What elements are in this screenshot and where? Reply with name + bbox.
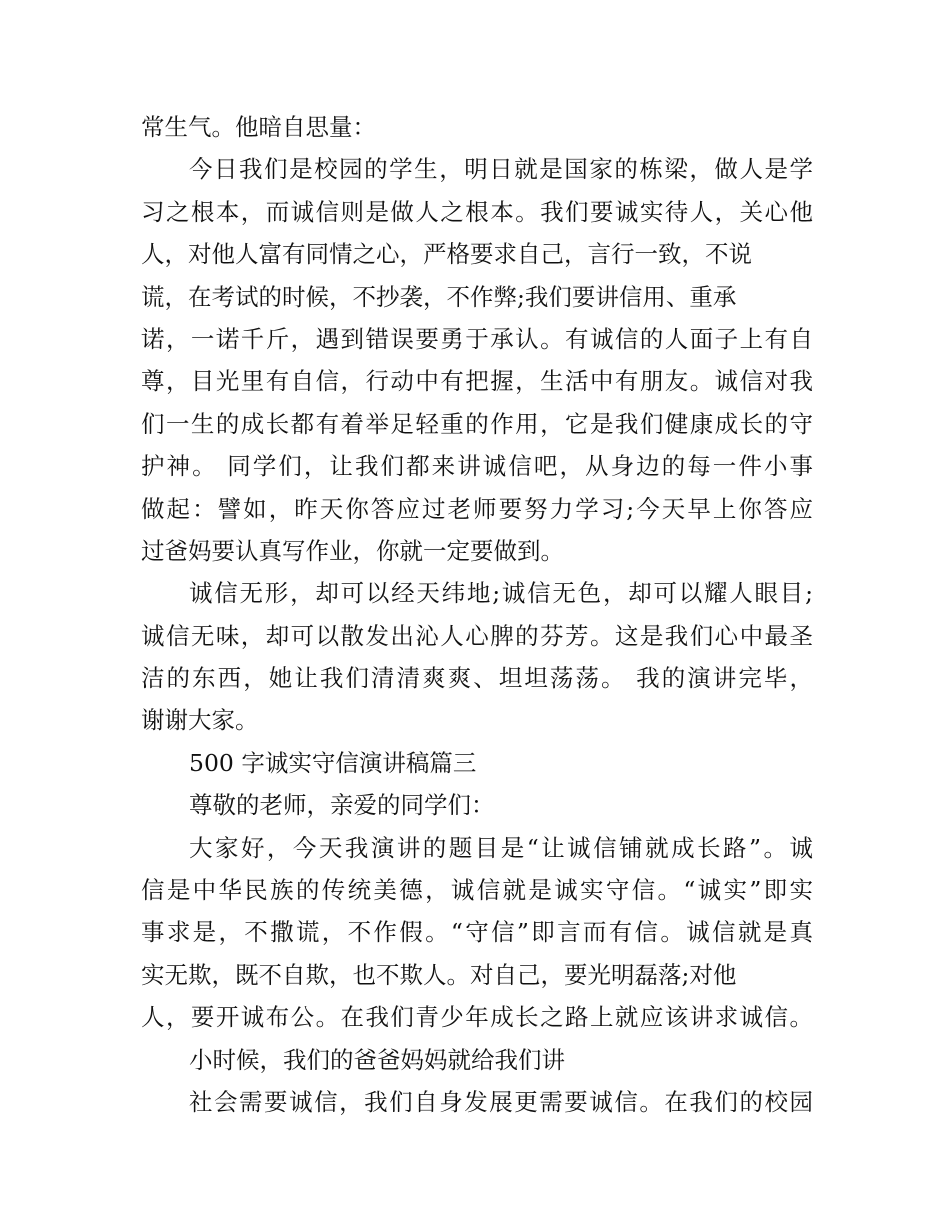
text-line: 今日我们是校园的学生，明日就是国家的栋梁，做人是学 (189, 155, 813, 184)
text-line: 人，要开诚布公。在我们青少年成长之路上就应该讲求诚信。 (141, 1003, 813, 1032)
text-line: 事求是，不撒谎，不作假。“守信”即言而有信。诚信就是真 (141, 918, 813, 947)
text-line: 500 字诚实守信演讲稿篇三 (189, 748, 477, 777)
text-line: 尊，目光里有自信，行动中有把握，生活中有朋友。诚信对我 (141, 367, 813, 396)
text-line: 谎，在考试的时候，不抄袭，不作弊;我们要讲信用、重承 (141, 282, 737, 311)
text-line: 人，对他人富有同情之心，严格要求自己，言行一致，不说 (141, 240, 752, 269)
text-line: 诚信无形，却可以经天纬地;诚信无色，却可以耀人眼目; (189, 579, 813, 608)
text-line: 尊敬的老师，亲爱的同学们： (189, 791, 495, 820)
text-line: 常生气。他暗自思量： (141, 113, 376, 141)
text-line: 小时候，我们的爸爸妈妈就给我们讲 (189, 1045, 565, 1074)
text-line: 习之根本，而诚信则是做人之根本。我们要诚实待人，关心他 (141, 197, 813, 226)
text-line: 诚信无味，却可以散发出沁人心脾的芬芳。这是我们心中最圣 (141, 621, 813, 650)
text-line: 做起：譬如，昨天你答应过老师要努力学习;今天早上你答应 (141, 494, 813, 523)
text-line: 大家好，今天我演讲的题目是“让诚信铺就成长路”。诚 (189, 833, 813, 862)
text-line: 谢谢大家。 (141, 706, 259, 735)
text-line: 们一生的成长都有着举足轻重的作用，它是我们健康成长的守 (141, 409, 813, 438)
text-line: 过爸妈要认真写作业，你就一定要做到。 (141, 536, 564, 565)
document-body (141, 106, 813, 1123)
text-line: 社会需要诚信，我们自身发展更需要诚信。在我们的校园 (189, 1087, 813, 1116)
text-line: 信是中华民族的传统美德，诚信就是诚实守信。“诚实”即实 (141, 876, 813, 905)
text-line: 洁的东西，她让我们清清爽爽、坦坦荡荡。 我的演讲完毕， (141, 664, 813, 693)
text-line: 实无欺，既不自欺，也不欺人。对自己，要光明磊落;对他 (141, 960, 737, 989)
text-line: 诺，一诺千斤，遇到错误要勇于承认。有诚信的人面子上有自 (141, 324, 813, 353)
text-line: 护神。 同学们，让我们都来讲诚信吧，从身边的每一件小事 (141, 452, 813, 481)
